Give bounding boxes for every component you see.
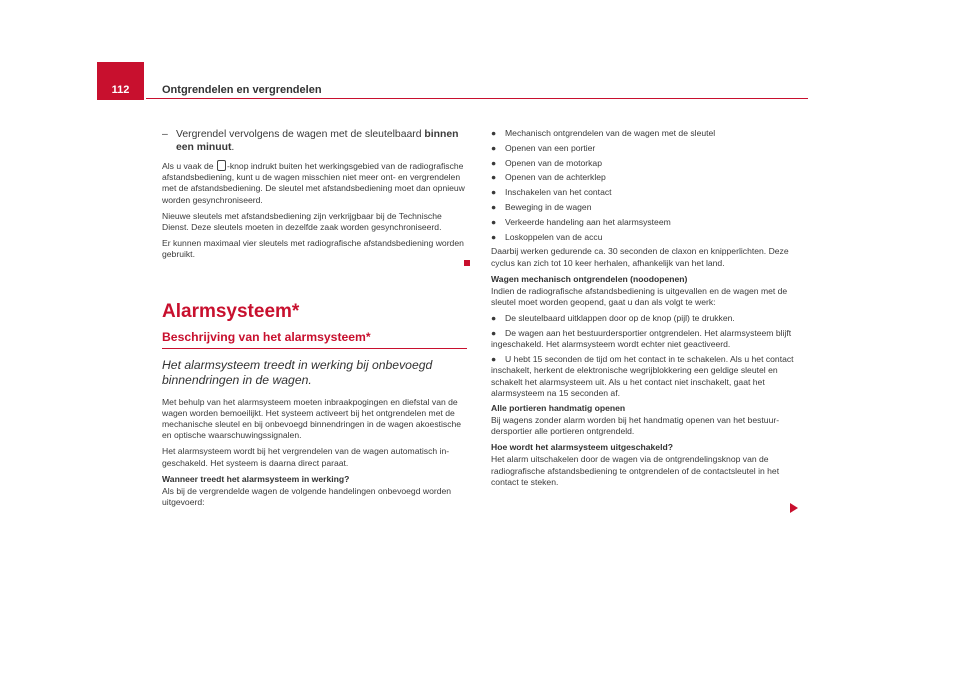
- trigger-item-text: Inschakelen van het contact: [505, 187, 612, 198]
- subsection-title: Beschrijving van het alarmsysteem*: [162, 329, 467, 349]
- trigger-item: [491, 143, 798, 154]
- intro-text: Het alarmsysteem treedt in werking bij onbevoegd binnendringen in de wagen.: [162, 357, 433, 387]
- left-column: [162, 128, 467, 513]
- step-emphasis: binnen een minuut: [176, 129, 459, 153]
- trigger-item: [491, 217, 798, 228]
- mechanical-steps-list: [491, 313, 798, 399]
- heading-when: Wanneer treedt het alarmsysteem in werking?: [162, 473, 350, 484]
- trigger-item-text: Loskoppelen van de accu: [505, 231, 603, 242]
- instruction-step: [162, 128, 467, 154]
- mechanical-step: [491, 328, 798, 350]
- paragraph-doors: Bij wagens zonder alarm worden bij het handmatig openen van het bestuurdersportier alle portieren ontgrendeld.: [491, 414, 780, 436]
- trigger-item-text: Openen van de achterklep: [505, 172, 606, 183]
- paragraph-switch-off: Het alarm uitschakelen door de wagen via de ontgrendelingsknop van de radiografische afstandsbediening te ontgrendelen of de contactsleutel in het contact te steken.: [491, 454, 780, 487]
- trigger-list: [491, 128, 798, 243]
- step-end: .: [231, 142, 235, 153]
- paragraph-when: Als bij de vergrendelde wagen de volgende handelingen onbevoegd worden uitgevoerd:: [162, 486, 452, 508]
- paragraph-max-keys: Er kunnen maximaal vier sleutels met radiografische afstandsbediening worden gebruikt.: [162, 238, 464, 260]
- step-dash: –: [162, 129, 168, 140]
- paragraph-sync-b: -knop indrukt buiten het werkingsgebied van de radiografische afstandsbediening, kunt u de wagen misschien niet meer ont- en vergrendelen met de afstandsbediening. De sleutel met afstandsbediening moet dan opnieuw worden gesynchroniseerd.: [162, 161, 465, 205]
- bullet-icon: ●: [491, 172, 497, 183]
- trigger-item-text: Openen van een portier: [505, 142, 596, 153]
- bullet-icon: ●: [491, 328, 497, 339]
- trigger-item: [491, 232, 798, 243]
- trigger-item: [491, 202, 798, 213]
- mechanical-step-text: De sleutelbaard uitklappen door op de knop (pijl) te drukken.: [505, 313, 735, 324]
- bullet-icon: ●: [491, 231, 497, 242]
- bullet-icon: ●: [491, 128, 497, 138]
- bullet-icon: ●: [491, 354, 497, 365]
- bullet-icon: ●: [491, 216, 497, 227]
- mechanical-step: [491, 354, 798, 399]
- heading-mechanical: Wagen mechanisch ontgrendelen (noodopenen): [491, 273, 688, 284]
- section-title: Alarmsysteem*: [162, 300, 300, 322]
- bullet-icon: ●: [491, 142, 497, 153]
- paragraph-sync: [162, 160, 467, 206]
- right-column: [491, 128, 798, 493]
- trigger-item-text: Beweging in de wagen: [505, 201, 592, 212]
- trigger-item-text: Verkeerde handeling aan het alarmsysteem: [505, 216, 671, 227]
- bullet-icon: ●: [491, 157, 497, 168]
- heading-switch-off: Hoe wordt het alarmsysteem uitgeschakeld?: [491, 442, 673, 453]
- bullet-icon: ●: [491, 201, 497, 212]
- step-text: Vergrendel vervolgens de wagen met de sleutelbaard: [176, 129, 425, 140]
- heading-doors: Alle portieren handmatig openen: [491, 402, 626, 413]
- trigger-item: [491, 187, 798, 198]
- mechanical-step: [491, 313, 798, 324]
- continue-arrow-icon: [790, 503, 798, 513]
- header-title: Ontgrendelen en vergrendelen: [162, 84, 322, 96]
- paragraph-purpose: Met behulp van het alarmsysteem moeten inbraakpogingen en diefstal van de wagen worden bemoeilijkt. Het systeem activeert bij het ontgrendelen met de mechanische sleutel en bij onbevoegd binnendringen in de wagen akoestische en optische waarschuwingssignalen.: [162, 396, 462, 441]
- paragraph-new-keys: Nieuwe sleutels met afstandsbediening zijn verkrijgbaar bij de Technische Dienst. Deze sleutels moeten in dezelfde zaak worden gesynchroniseerd.: [162, 210, 442, 233]
- bullet-icon: ●: [491, 313, 497, 324]
- paragraph-mechanical: Indien de radiografische afstandsbediening is uitgevallen en de wagen met de sleutel moet worden geopend, gaat u dan als volgt te werk:: [491, 285, 788, 308]
- unlock-key-icon: [217, 160, 226, 171]
- trigger-item: [491, 158, 798, 169]
- page-number: 112: [111, 84, 130, 96]
- mechanical-step-text: U hebt 15 seconden de tijd om het contact in te schakelen. Als u het contact inschakelt, herkent de elektronische wegrijblokkering een geldige sleutel en schakelt het alarmsysteem uit. Als u het contact niet inschakelt, gaat het alarmsysteem na 15 seconden af.: [491, 354, 794, 398]
- trigger-item: [491, 128, 798, 139]
- trigger-item-text: Openen van de motorkap: [505, 157, 602, 168]
- mechanical-step-text: De wagen aan het bestuurdersportier ontgrendelen. Het alarmsysteem blijft ingeschakeld. Het alarmsysteem wordt echter niet geactiveerd.: [491, 328, 792, 350]
- paragraph-activation: Het alarmsysteem wordt bij het vergrendelen van de wagen automatisch ingeschakeld. Het systeem is daarna direct paraat.: [162, 446, 450, 468]
- header-rule: [146, 98, 808, 99]
- paragraph-sync-a: Als u vaak de: [162, 161, 216, 171]
- trigger-item: [491, 172, 798, 183]
- trigger-item-text: Mechanisch ontgrendelen van de wagen met de sleutel: [505, 128, 716, 138]
- paragraph-cycle: Daarbij werken gedurende ca. 30 seconden de claxon en knipperlichten. Deze cyclus kan zich tot 10 keer herhalen, afhankelijk van het land.: [491, 246, 789, 268]
- section-end-square: [464, 260, 470, 266]
- bullet-icon: ●: [491, 187, 497, 198]
